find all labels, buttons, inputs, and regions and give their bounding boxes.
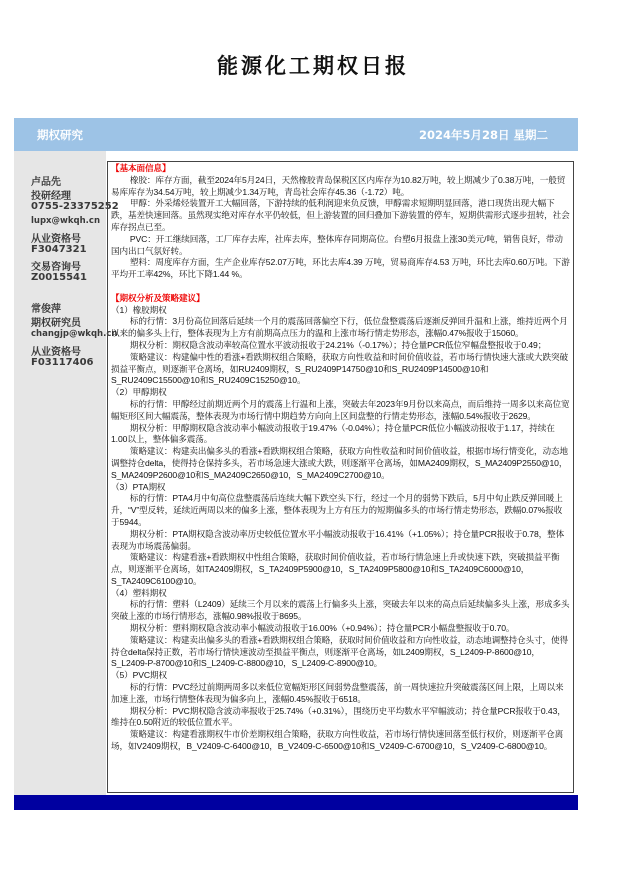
paragraph: 期权分析：期权隐含波动率较高位置水平波动报收于24.21%（-0.17%）；持仓量PCR低位窄幅盘整报收于0.49；: [129, 339, 547, 350]
paragraph: 橡胶：库存方面，截至2024年5月24日，天然橡胶青岛保税区区内库存为10.82万吨，较上期减少了0.38万吨，一般贸易库库存为34.54万吨，较上期减少1.34万吨，青岛社会库存45.36（-1.72）吨。: [111, 174, 566, 197]
cert-number: F3047321: [31, 244, 87, 255]
paragraph: 期权分析：PVC期权隐含波动率报收于25.74%（+0.31%），围绕历史平均数水平窄幅波动；持仓量PCR报收于0.43，维持在0.50附近的较低位置水平。: [111, 705, 566, 728]
subsection-title: （3）PTA期权: [111, 481, 166, 492]
paragraph: 策略建议：构建卖出偏多头的看涨+看跌期权组合策略，获取时间价值收益和方向性收益，动态地调整持仓头寸，使得持仓delta保持正数，若市场行情快速波动至损益平衡点，则逐渐平仓离场，如L2409期权，S_L2409-P-8600@10，S_L2409-P-8700@10和S_L2409-C-8800@10，S_L2409-C-8900@10。: [111, 634, 569, 669]
paragraph: 策略建议：构建看涨期权牛市价差期权组合策略，获取方向性收益，若市场行情快速回落至低行权价，则逐渐平仓离场，如V2409期权，B_V2409-C-6400@10，B_V2409-C-6500@10和S_V2409-C-6700@10，S_V2409-C-6800@10。: [111, 729, 564, 752]
page-title: 能源化工期权日报: [217, 53, 409, 78]
paragraph: PVC：开工继续回落，工厂库存去库，社库去库，整体库存同期高位。台塑6月报盘上涨30美元/吨，销售良好，带动国内出口气氛好转。: [111, 233, 563, 256]
report-content: [107, 161, 574, 793]
author-role: 期权研究员: [31, 318, 81, 329]
paragraph: 期权分析：甲醇期权隐含波动率小幅波动报收于19.47%（-0.04%）；持仓量PCR低位小幅波动报收于1.17，持续在1.00以上，整体偏多震荡。: [111, 422, 555, 445]
paragraph: 期权分析：PTA期权隐含波动率历史较低位置水平小幅波动报收于16.41%（+1.05%）；持仓量PCR报收于0.78，整体表现为市场震荡偏弱。: [111, 528, 565, 551]
subsection-title: （2）甲醇期权: [111, 387, 167, 398]
subsection-title: （5）PVC期权: [111, 670, 168, 681]
author-name: 常俊萍: [31, 304, 61, 315]
paragraph: 标的行情：PVC经过前期两周多以来低位宽幅矩形区间弱势盘整震荡，前一周快速拉升突破震荡区间上限，上周以来加速上涨，市场行情整体表现为偏多向上，涨幅0.45%报收于6518。: [111, 682, 564, 704]
section-label: 期权研究: [37, 128, 83, 142]
footer-bar: [14, 795, 578, 810]
paragraph: 期权分析：塑料期权隐含波动率小幅波动报收于16.00%（+0.94%）；持仓量PCR小幅盘整报收于0.70。: [129, 623, 515, 634]
paragraph: 甲醇：外采烯烃装置开工大幅回落，下游持续的低利润迎来负反馈，甲醇需求短期明显回落，港口现货出现大幅下跌，基差快速回落。虽然现实绝对库存水平仍较低，但上游装置的回归叠加下游装置的停车，短期供需形式逐步扭转，社会库存拐点已至。: [111, 198, 570, 232]
section-heading: 【基本面信息】: [111, 163, 171, 173]
section-heading: 【期权分析及策略建议】: [111, 292, 205, 303]
paragraph: 策略建议：构建偏中性的看涨+看跌期权组合策略，获取方向性收益和时间价值收益，若市场行情快速大涨或大跌突破损益平衡点，则逐渐平仓离场，如RU2409期权，S_RU2409P14750@10和S_RU2409P14500@10和S_RU2409C15500@10和S_RU2409C15250@10。: [111, 351, 569, 386]
consult-label: 交易咨询号: [31, 262, 81, 273]
subsection-title: （4）塑料期权: [111, 587, 167, 598]
paragraph: 策略建议：构建看涨+看跌期权中性组合策略，获取时间价值收益，若市场行情急速上升或快速下跌，突破损益平衡点，则逐渐平仓离场，如TA2409期权，S_TA2409P5900@10，S_TA2409P5800@10和S_TA2409C6000@10，S_TA2409C6100@10。: [111, 552, 560, 586]
paragraph: 标的行情：塑料（L2409）延续三个月以来的震荡上行偏多头上涨，突破去年以来的高点后延续偏多头上涨，形成多头突破上涨的市场行情形态，涨幅0.98%报收于8695。: [111, 599, 570, 622]
paragraph: 塑料：周度库存方面，生产企业库存52.07万吨，环比去库4.39 万吨，贸易商库存4.53 万吨，环比去库0.60万吨。下游平均开工率42%，环比下降1.44 %。: [111, 257, 570, 280]
author-name: 卢品先: [31, 177, 61, 188]
paragraph: 标的行情：PTA4月中旬高位盘整震荡后连续大幅下跌空头下行，经过一个月的弱势下跌后，5月中旬止跌反弹回暖上升，“V”型反转，延续近两周以来的偏多上涨，整体表现为上方有压力的短期偏多头的市场行情走势形态，跌幅0.07%报收于5944。: [111, 493, 563, 527]
consult-number: Z0015541: [31, 272, 87, 283]
author-phone: 0755-23375252: [31, 201, 119, 212]
header-bar: [14, 118, 578, 151]
report-date: 2024年5月28日 星期二: [418, 128, 548, 142]
paragraph: 标的行情：3月份高位回落后延续一个月的震荡回落偏空下行，低位盘整震荡后逐渐反弹回升温和上涨，维持近两个月以来的偏多头上行，整体表现为上方有前期高点压力的温和上涨市场行情走势形态，涨幅0.47%报收于15060。: [111, 316, 568, 339]
author-email[interactable]: lupx@wkqh.cn: [31, 216, 100, 226]
author-role: 投研经理: [31, 191, 71, 202]
author-email[interactable]: changjp@wkqh.cn: [31, 329, 118, 339]
paragraph: 标的行情：甲醇经过前期近两个月的震荡上行温和上涨，突破去年2023年9月份以来高点，而后维持一周多以来高位宽幅矩形区间大幅震荡，整体表现为市场行情中期趋势方向向上区间盘整的行情走势形态，涨幅0.54%报收于2629。: [111, 398, 570, 421]
cert-label: 从业资格号: [31, 347, 81, 358]
subsection-title: （1）橡胶期权: [111, 304, 167, 315]
author-sidebar: [14, 151, 119, 795]
cert-label: 从业资格号: [31, 234, 81, 245]
cert-number: F03117406: [31, 357, 94, 368]
paragraph: 策略建议：构建卖出偏多头的看涨+看跌期权组合策略，获取方向性收益和时间价值收益，根据市场行情变化，动态地调整持仓delta，使得持仓保持多头，若市场急速大涨或大跌，则逐渐平仓离场，如MA2409期权，S_MA2409P2550@10，S_MA2409P2600@10和S_MA2409C2650@10，S_MA2409C2700@10。: [111, 446, 569, 480]
